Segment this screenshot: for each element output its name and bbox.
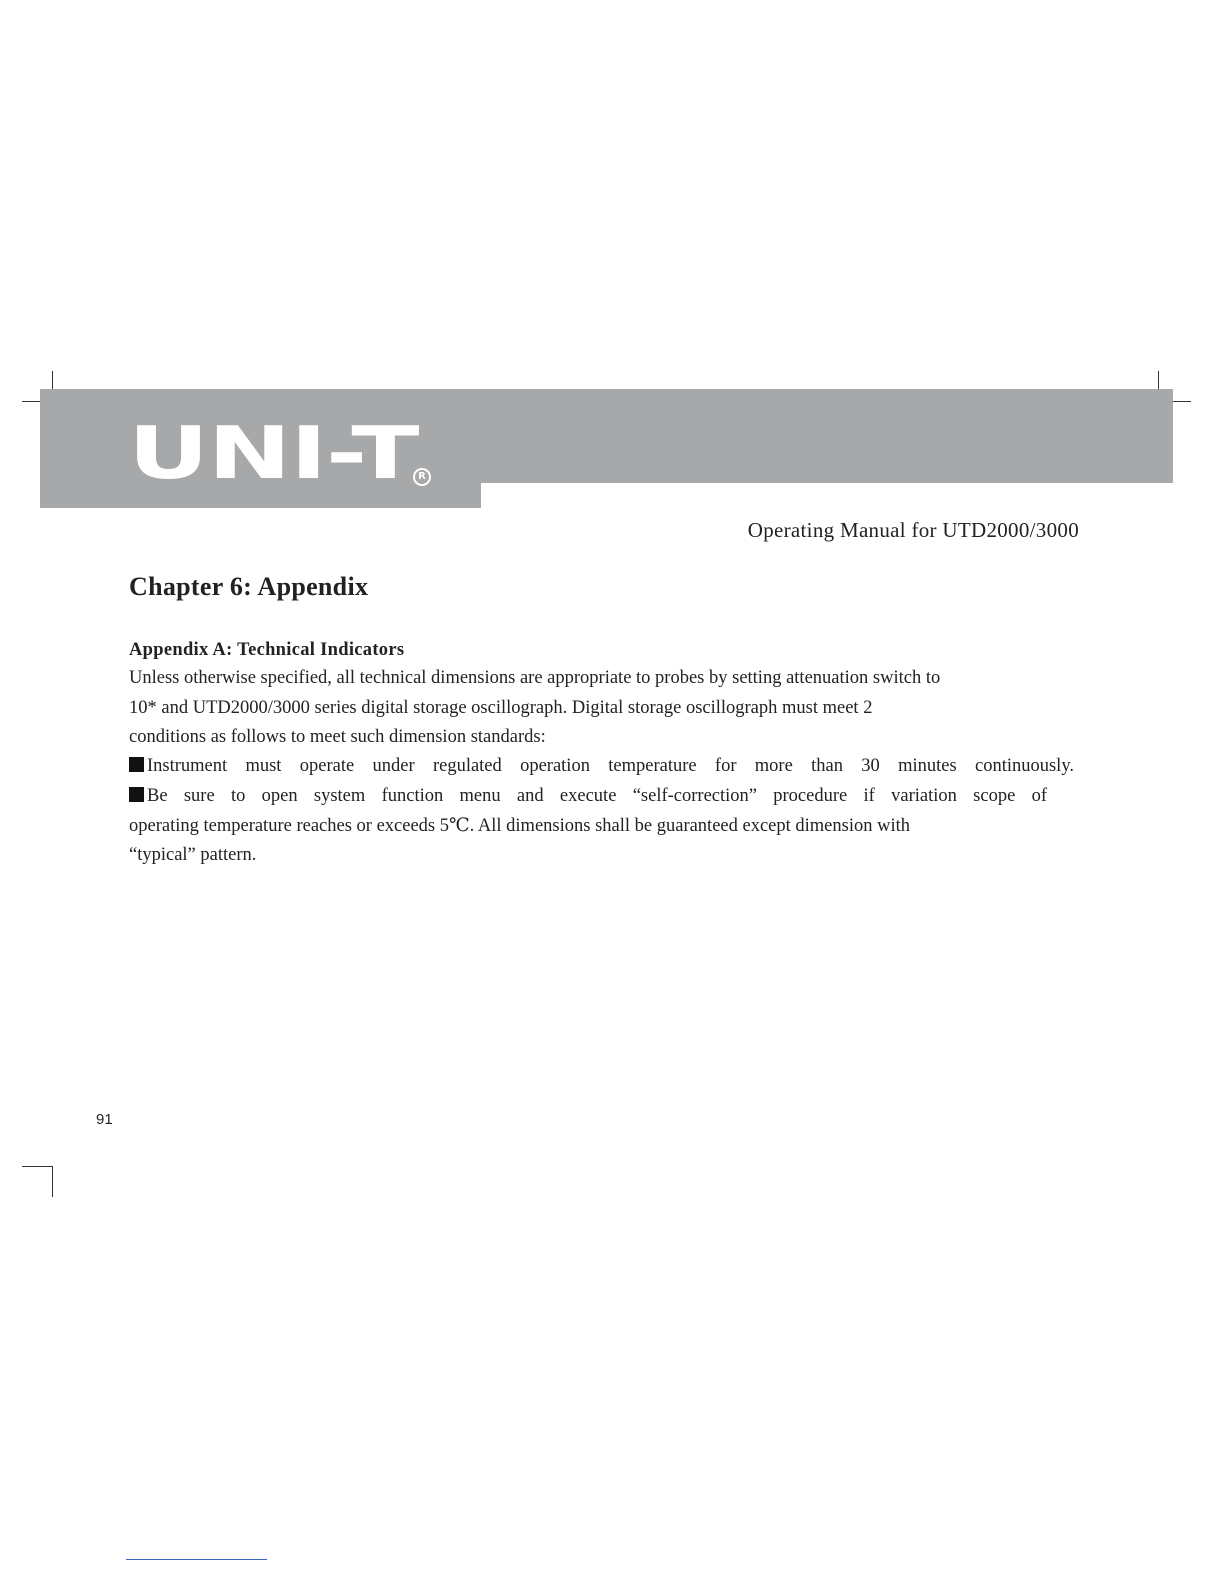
bullet-item-2 xyxy=(129,786,1047,807)
bullet-text-1: Instrument must operate under regulated operation temperature for more than 30 minutes continuously. xyxy=(147,756,1074,776)
section-title: Appendix A: Technical Indicators xyxy=(129,640,405,660)
bullet-text-2: Be sure to open system function menu and execute “self-correction” procedure if variation scope of xyxy=(147,786,1047,806)
intro-line-2: 10* and UTD2000/3000 series digital storage oscillograph. Digital storage oscillograph must meet 2 xyxy=(129,698,873,718)
crop-mark-bottom-left-vertical xyxy=(52,1166,53,1197)
footer-rule xyxy=(126,1559,267,1560)
brand-logo: UNI-T xyxy=(128,412,419,496)
bullet-item-1 xyxy=(129,756,1074,777)
square-bullet-icon xyxy=(129,757,144,772)
continuation-line: operating temperature reaches or exceeds 5℃. All dimensions shall be guaranteed except dimension with xyxy=(129,816,910,836)
chapter-title: Chapter 6: Appendix xyxy=(129,572,369,601)
intro-line-1: Unless otherwise specified, all technical dimensions are appropriate to probes by setting attenuation switch to xyxy=(129,668,941,688)
manual-title: Operating Manual for UTD2000/3000 xyxy=(747,518,1079,542)
crop-mark-top-left-vertical xyxy=(52,371,53,391)
page-number: 91 xyxy=(96,1111,113,1128)
crop-mark-bottom-left-horizontal xyxy=(22,1166,53,1167)
square-bullet-icon xyxy=(129,787,144,802)
last-line: “typical” pattern. xyxy=(129,845,257,865)
registered-trademark-icon: R xyxy=(413,468,431,486)
crop-mark-top-left-horizontal xyxy=(22,401,40,402)
intro-line-3: conditions as follows to meet such dimension standards: xyxy=(129,727,546,747)
crop-mark-top-right-vertical xyxy=(1158,371,1159,391)
crop-mark-top-right-horizontal xyxy=(1173,401,1191,402)
